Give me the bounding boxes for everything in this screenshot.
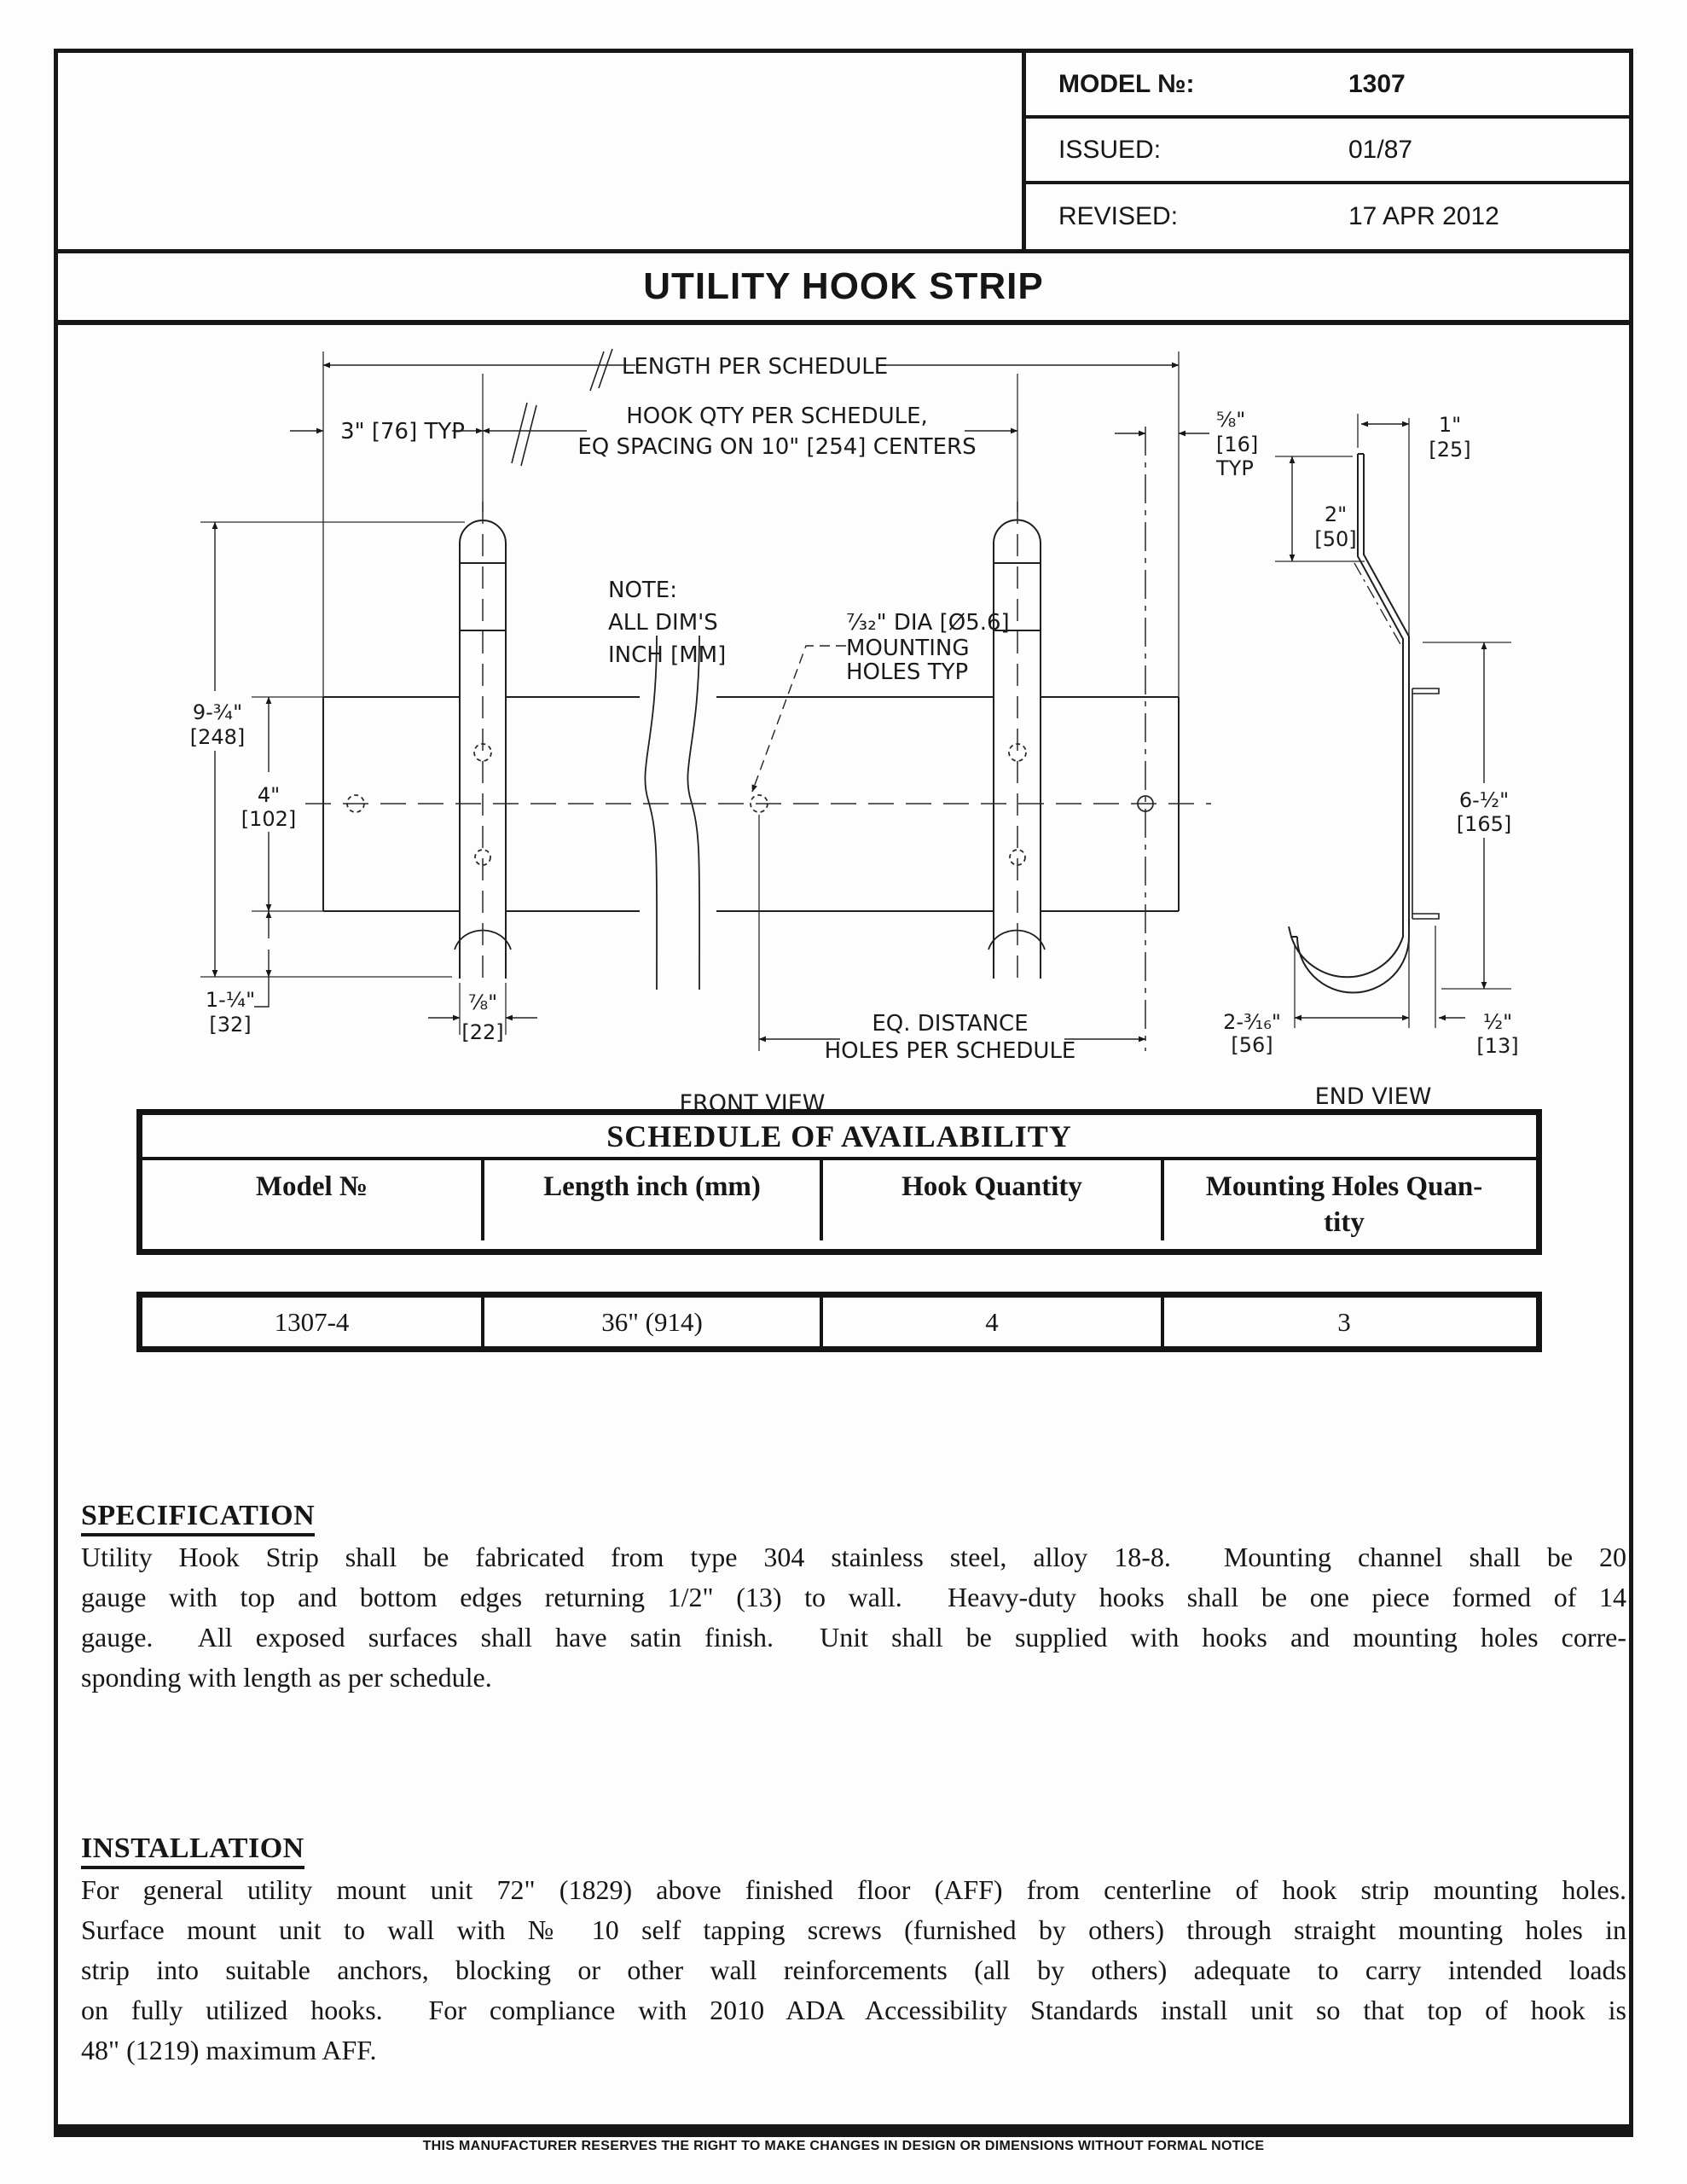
dim-1-mm: [25]: [1429, 438, 1471, 462]
front-view-label: FRONT VIEW: [679, 1090, 826, 1117]
spec-line: gauge with top and bottom edges returning 1/2" (13) to wall. Heavy-duty hooks shall be one piece formed of 14: [81, 1582, 1626, 1612]
holes-note-1: ⁷⁄₃₂" DIA [Ø5.6]: [846, 610, 1010, 636]
dim-4-mm: [102]: [241, 807, 297, 831]
schedule-title: SCHEDULE OF AVAILABILITY: [142, 1115, 1536, 1160]
install-line: 48" (1219) maximum AFF.: [81, 2035, 377, 2065]
dim-58-label: ⅝": [1216, 408, 1246, 432]
note-line-2: ALL DIM'S: [608, 610, 718, 636]
dim-12-mm: [13]: [1476, 1034, 1519, 1058]
install-line: For general utility mount unit 72" (1829) above finished floor (AFF) from centerline of hook strip mounting holes.: [81, 1874, 1626, 1905]
cell-holesqty: 3: [1161, 1298, 1524, 1346]
col-header-length: Length inch (mm): [481, 1160, 820, 1240]
end-view-label: END VIEW: [1314, 1083, 1432, 1110]
schedule-table: [136, 1109, 1542, 1255]
note-line-1: NOTE:: [608, 578, 677, 603]
header-row-model: [1026, 53, 1629, 119]
specification-paragraph: [81, 1537, 1626, 1698]
model-label: MODEL №:: [1058, 69, 1195, 98]
dim-2316-label: 2-³⁄₁₆": [1223, 1010, 1281, 1034]
dim-2-mm: [50]: [1314, 527, 1357, 551]
dim-58-mm: [16]: [1216, 433, 1259, 456]
dim-2316-mm: [56]: [1231, 1033, 1273, 1057]
extension-lines-end: [1275, 414, 1511, 1028]
schedule-header-row: [142, 1160, 1536, 1240]
spec-line: sponding with length as per schedule.: [81, 1662, 492, 1693]
hookqty-label-2: EQ SPACING ON 10" [254] CENTERS: [577, 434, 977, 460]
install-line: strip into suitable anchors, blocking or other wall reinforcements (all by others) adequate to carry intended loads: [81, 1955, 1626, 1985]
dim-125-label: 1-¼": [205, 988, 256, 1012]
eq-dist-label-1: EQ. DISTANCE: [872, 1011, 1029, 1037]
centerlines: [305, 427, 1211, 1051]
dim-1-label: 1": [1438, 413, 1462, 437]
col-header-hookqty: Hook Quantity: [820, 1160, 1161, 1240]
revised-value: 17 APR 2012: [1348, 202, 1499, 230]
spec-line: Utility Hook Strip shall be fabricated from type 304 stainless steel, alloy 18-8. Mounting channel shall be 20: [81, 1542, 1626, 1572]
schedule-data-row: [136, 1292, 1542, 1352]
cell-hookqty: 4: [820, 1298, 1161, 1346]
technical-drawing: [54, 325, 1629, 1118]
bottom-border-bar: [54, 2124, 1633, 2137]
dim-65-mm: [165]: [1456, 812, 1512, 836]
dimension-lines-end: [1292, 424, 1484, 1018]
specification-section: [81, 1500, 315, 1536]
specification-heading: SPECIFICATION: [81, 1500, 315, 1536]
page-title: UTILITY HOOK STRIP: [643, 265, 1044, 307]
dim-975-label: 9-¾": [192, 700, 243, 724]
dim-3in-label: 3" [76] TYP: [340, 419, 465, 444]
dim-975-mm: [248]: [189, 725, 246, 749]
installation-heading: INSTALLATION: [81, 1833, 304, 1869]
dim-78-mm: [22]: [461, 1020, 504, 1044]
holes-note-2: MOUNTING: [846, 636, 970, 661]
spec-line: gauge. All exposed surfaces shall have satin finish. Unit shall be supplied with hooks and mounting holes corre-: [81, 1622, 1626, 1653]
end-view: [1289, 454, 1439, 993]
cell-length: 36" (914): [481, 1298, 820, 1346]
dim-2-label: 2": [1324, 502, 1348, 526]
note-line-3: INCH [MM]: [608, 642, 727, 668]
install-line: on fully utilized hooks. For compliance with 2010 ADA Accessibility Standards install unit so that top of hook is: [81, 1995, 1626, 2025]
end-view-centerline: [1354, 563, 1401, 646]
dim-58-typ: TYP: [1216, 456, 1254, 480]
issued-label: ISSUED:: [1058, 135, 1162, 164]
dim-65-label: 6-½": [1458, 788, 1510, 812]
header-table: [1022, 53, 1629, 249]
model-value: 1307: [1348, 69, 1406, 98]
document-title-band: [54, 249, 1633, 325]
mounting-holes: [347, 744, 1153, 865]
col-header-holesqty: Mounting Holes Quan- tity: [1161, 1160, 1524, 1240]
revised-label: REVISED:: [1058, 202, 1179, 230]
eq-dist-label-2: HOLES PER SCHEDULE: [824, 1038, 1076, 1064]
hookqty-label-1: HOOK QTY PER SCHEDULE,: [626, 404, 928, 429]
install-line: Surface mount unit to wall with № 10 self tapping screws (furnished by others) through straight mounting holes in: [81, 1914, 1626, 1945]
dim-4-label: 4": [257, 783, 281, 807]
footer-disclaimer: THIS MANUFACTURER RESERVES THE RIGHT TO MAKE CHANGES IN DESIGN OR DIMENSIONS WITHOUT FORMAL NOTICE: [422, 2139, 1265, 2153]
header-row-revised: [1026, 184, 1629, 249]
dim-12-label: ½": [1482, 1010, 1513, 1034]
holes-note-3: HOLES TYP: [846, 659, 969, 685]
dim-78-label: ⅞": [467, 990, 498, 1014]
header-row-issued: [1026, 119, 1629, 184]
installation-section: [81, 1833, 304, 1869]
front-view: [323, 520, 1179, 990]
dim-125-mm: [32]: [209, 1013, 252, 1037]
installation-paragraph: [81, 1870, 1626, 2071]
col-header-model: Model №: [255, 1171, 368, 1202]
issued-value: 01/87: [1348, 135, 1413, 164]
length-dim-label: LENGTH PER SCHEDULE: [621, 354, 889, 380]
cell-model: 1307-4: [274, 1306, 350, 1337]
